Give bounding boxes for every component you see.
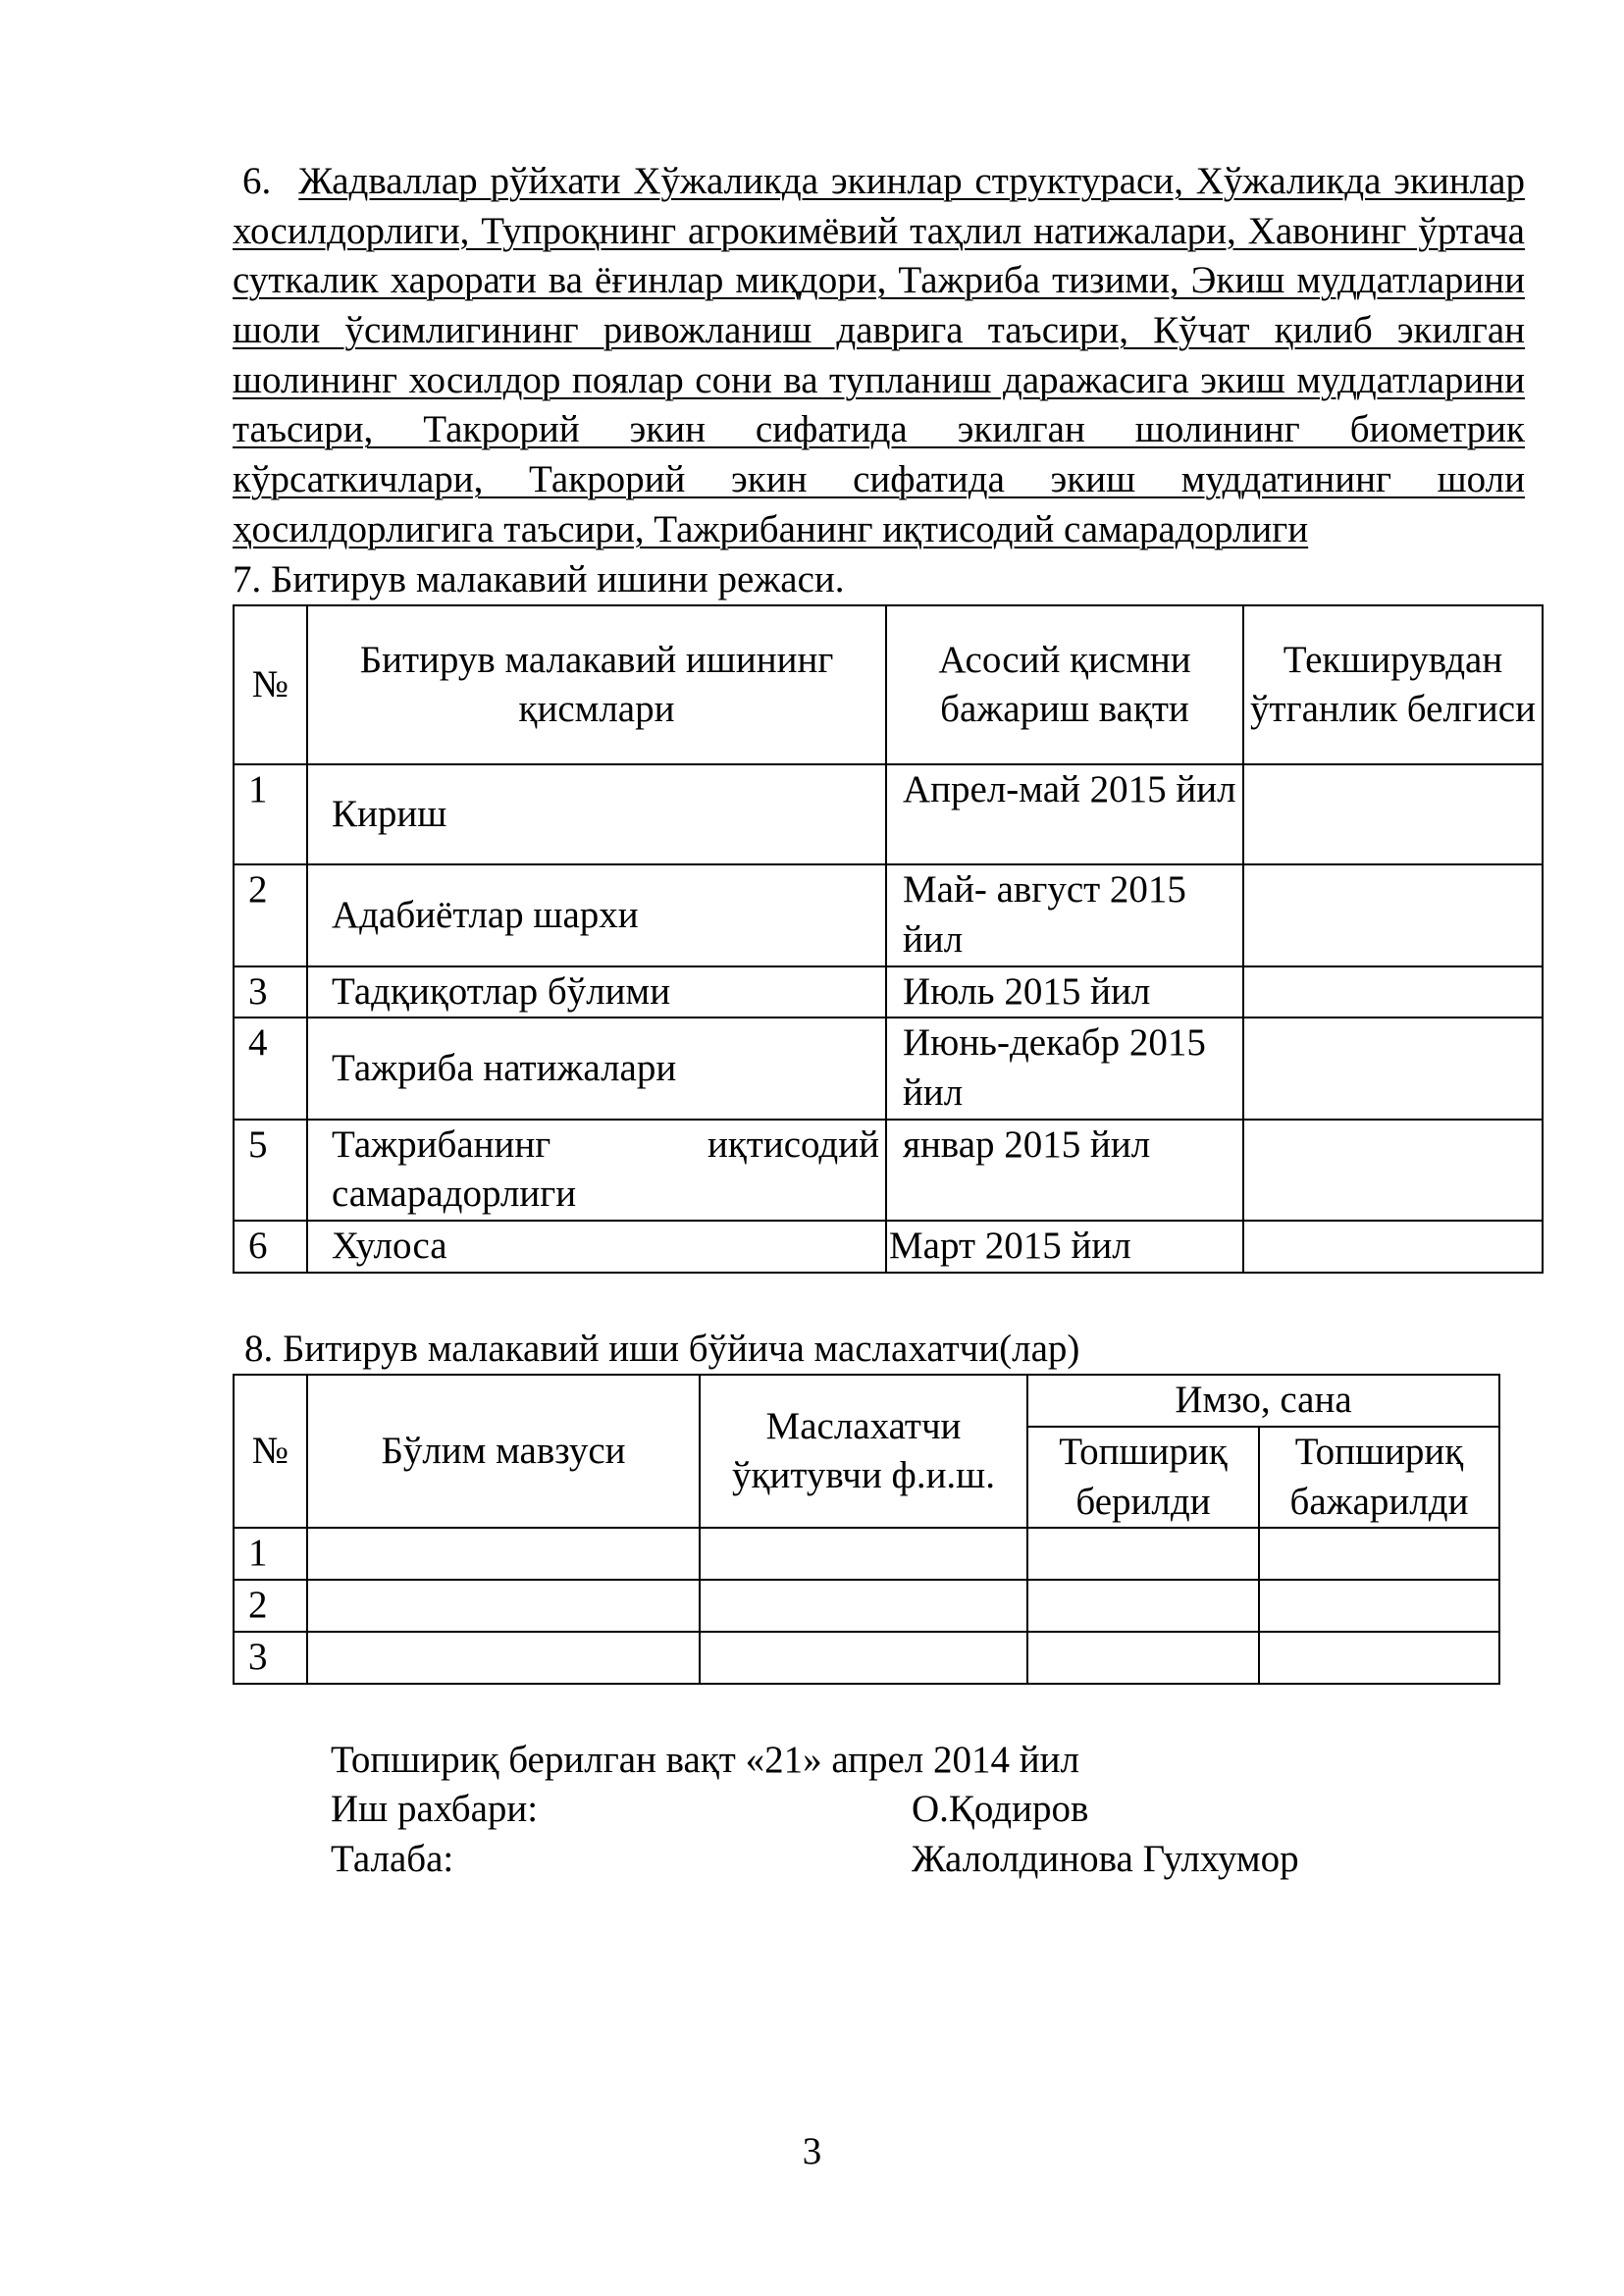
consult-cell-consultant xyxy=(700,1580,1027,1632)
section-6-paragraph xyxy=(233,157,1525,555)
plan-cell-time: Июль 2015 йил xyxy=(886,966,1243,1018)
table-row xyxy=(234,1632,1499,1684)
student-name: Жалолдинова Гулхумор xyxy=(912,1837,1299,1880)
consult-cell-num: 1 xyxy=(234,1528,307,1580)
consult-cell-num: 3 xyxy=(234,1632,307,1684)
consult-cell-consultant xyxy=(700,1632,1027,1684)
plan-cell-part: Хулоса xyxy=(307,1221,886,1273)
page-number: 3 xyxy=(802,2130,822,2172)
plan-header-part: Битирув малакавий ишининг қисмлари xyxy=(307,605,886,764)
consult-table-header-top xyxy=(234,1375,1499,1427)
plan-cell-check xyxy=(1243,1120,1543,1221)
plan-cell-part: Тадқиқотлар бўлими xyxy=(307,966,886,1018)
table-row xyxy=(234,1120,1543,1221)
plan-cell-part: Тажриба натижалари xyxy=(307,1018,886,1119)
student-row xyxy=(331,1835,1525,1885)
plan-cell-part: Кириш xyxy=(307,764,886,864)
plan-cell-check xyxy=(1243,1221,1543,1273)
plan-cell-time: январ 2015 йил xyxy=(886,1120,1243,1221)
plan-cell-num: 4 xyxy=(234,1018,307,1119)
consult-cell-given xyxy=(1027,1580,1259,1632)
section-6-number: 6. xyxy=(242,160,272,202)
supervisor-name: О.Қодиров xyxy=(912,1788,1089,1831)
table-row xyxy=(234,764,1543,864)
section-6-text: Жадваллар рўйхати Хўжаликда экинлар структураси, Хўжаликда экинлар хосилдорлиги, Тупроқнинг агрокимёвий таҳлил натижалари, Хавонинг ўртача суткалик харорати ва ёғинлар миқдори, Тажриба тизими, Экиш муддатларини шоли ўсимлигининг ривожланиш даврига таъсири, Кўчат қилиб экилган шолининг хосилдор поялар сони ва тупланиш даражасига экиш муддатларини таъсири, Такрорий экин сифатида экилган шолининг биометрик кўрсаткичлари, Такрорий экин сифатида экиш муддатининг шоли ҳосилдорлигига таъсири, Тажрибанинг иқтисодий самарадорлиги xyxy=(233,160,1525,550)
consult-cell-topic xyxy=(307,1632,700,1684)
consult-header-done: Топшириқ бажарилди xyxy=(1259,1427,1499,1528)
plan-cell-check xyxy=(1243,864,1543,965)
assigned-date-line: Топшириқ берилган вақт «21» апрел 2014 йил xyxy=(331,1738,1079,1781)
plan-cell-time: Июнь-декабр 2015 йил xyxy=(886,1018,1243,1119)
consult-cell-done xyxy=(1259,1632,1499,1684)
consult-header-given: Топшириқ берилди xyxy=(1027,1427,1259,1528)
plan-cell-check xyxy=(1243,1018,1543,1119)
table-row xyxy=(234,1580,1499,1632)
plan-cell-time: Март 2015 йил xyxy=(886,1221,1243,1273)
plan-cell-time: Апрел-май 2015 йил xyxy=(886,764,1243,864)
consult-cell-consultant xyxy=(700,1528,1027,1580)
consult-cell-given xyxy=(1027,1528,1259,1580)
table-row xyxy=(234,1221,1543,1273)
plan-table xyxy=(233,604,1544,1274)
consult-header-num: № xyxy=(234,1375,307,1528)
plan-header-time: Асосий қисмни бажариш вақти xyxy=(886,605,1243,764)
plan-cell-num: 2 xyxy=(234,864,307,965)
consult-cell-done xyxy=(1259,1528,1499,1580)
table-row xyxy=(234,966,1543,1018)
plan-cell-num: 6 xyxy=(234,1221,307,1273)
plan-cell-check xyxy=(1243,966,1543,1018)
plan-cell-check xyxy=(1243,764,1543,864)
consult-cell-num: 2 xyxy=(234,1580,307,1632)
plan-cell-num: 3 xyxy=(234,966,307,1018)
supervisor-row xyxy=(331,1785,1525,1835)
plan-cell-num: 5 xyxy=(234,1120,307,1221)
consult-header-consultant: Маслахатчи ўқитувчи ф.и.ш. xyxy=(700,1375,1027,1528)
plan-cell-num: 1 xyxy=(234,764,307,864)
student-label: Талаба: xyxy=(331,1837,454,1880)
plan-header-num: № xyxy=(234,605,307,764)
consultants-table xyxy=(233,1374,1500,1684)
consult-cell-topic xyxy=(307,1580,700,1632)
plan-cell-part-line-1: Тажрибанинг иқтисодий xyxy=(332,1122,879,1166)
plan-header-check: Текширувдан ўтганлик белгиси xyxy=(1243,605,1543,764)
consult-header-topic: Бўлим мавзуси xyxy=(307,1375,700,1528)
supervisor-label: Иш рахбари: xyxy=(331,1788,539,1831)
table-row xyxy=(234,1018,1543,1119)
plan-cell-time: Май- август 2015 йил xyxy=(886,864,1243,965)
consult-header-sign-date: Имзо, сана xyxy=(1027,1375,1499,1427)
section-8-title: 8. Битирув малакавий иши бўйича маслахатчи(лар) xyxy=(244,1327,1080,1370)
signature-block xyxy=(331,1736,1525,1885)
plan-cell-part-line-2: самарадорлиги xyxy=(332,1173,577,1216)
plan-table-header xyxy=(234,605,1543,764)
consult-cell-given xyxy=(1027,1632,1259,1684)
consult-cell-done xyxy=(1259,1580,1499,1632)
table-row xyxy=(234,864,1543,965)
section-7-title: 7. Битирув малакавий ишини режаси. xyxy=(233,557,845,600)
table-row xyxy=(234,1528,1499,1580)
page-content xyxy=(233,157,1536,1885)
plan-cell-part: Адабиётлар шархи xyxy=(307,864,886,965)
plan-cell-part xyxy=(307,1120,886,1221)
consult-cell-topic xyxy=(307,1528,700,1580)
